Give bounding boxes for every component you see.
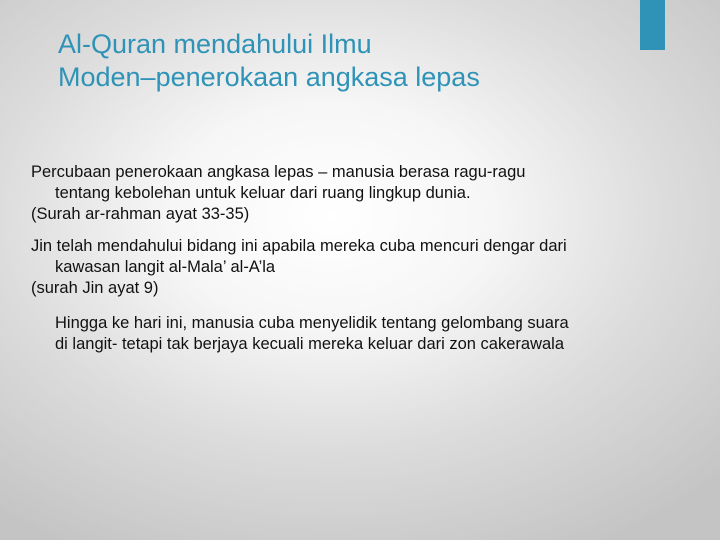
title-line-2: Moden–penerokaan angkasa lepas [58, 62, 480, 92]
paragraph-line: Hingga ke hari ini, manusia cuba menyelidik tentang gelombang suara [55, 314, 569, 332]
paragraph-surah-jin [31, 236, 567, 299]
paragraph-reference: (surah Jin ayat 9) [31, 279, 159, 297]
title-line-1: Al-Quran mendahului Ilmu [58, 29, 372, 59]
paragraph-line: Jin telah mendahului bidang ini apabila mereka cuba mencuri dengar dari [31, 237, 567, 255]
paragraph-reference: (Surah ar-rahman ayat 33-35) [31, 205, 250, 223]
accent-bar [640, 0, 665, 50]
paragraph-line: Percubaan penerokaan angkasa lepas – manusia berasa ragu-ragu [31, 163, 526, 181]
slide-title [58, 28, 480, 94]
paragraph-line: tentang kebolehan untuk keluar dari ruang lingkup dunia. [55, 184, 471, 202]
paragraph-line: di langit- tetapi tak berjaya kecuali mereka keluar dari zon cakerawala [55, 335, 565, 353]
paragraph-line: kawasan langit al-Mala’ al-A’la [55, 258, 276, 276]
paragraph-surah-ar-rahman [31, 162, 525, 225]
paragraph-gelombang-suara [55, 313, 569, 355]
